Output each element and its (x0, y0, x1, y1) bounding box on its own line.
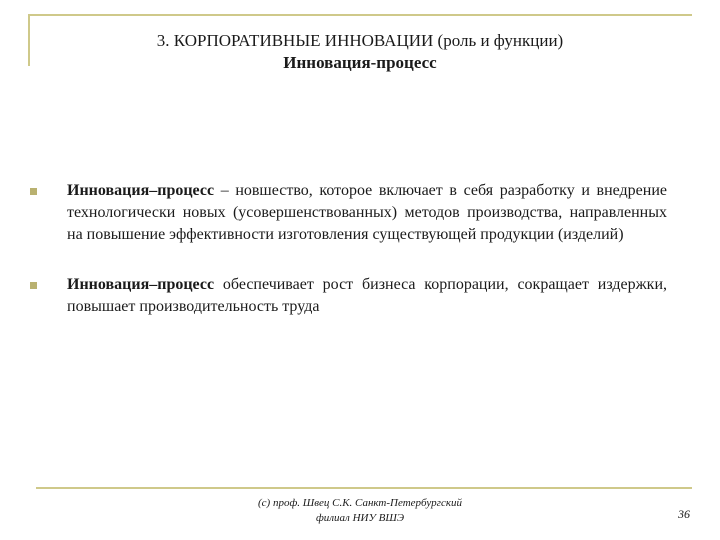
footer-line (36, 487, 692, 489)
bullet-term: Инновация–процесс (67, 276, 215, 293)
bullet-item (30, 180, 670, 246)
slide-content (30, 180, 670, 346)
square-bullet-icon (30, 282, 37, 289)
slide-title-block (40, 30, 680, 74)
bullet-term: Инновация–процесс (67, 182, 215, 199)
frame-horizontal-line (28, 14, 692, 16)
page-number: 36 (678, 507, 690, 521)
footer-credit (230, 496, 490, 526)
bullet-description: обеспечивает рост бизнеса корпорации, сокращает издержки, повышает производительность труда (67, 276, 667, 315)
bullet-description: – новшество, которое включает в себя разработку и внедрение технологически новых (усовершенствованных) методов производства, направленных на повышение эффективности изготовления существующей продукции (изделий) (67, 182, 667, 243)
square-bullet-icon (30, 188, 37, 195)
bullet-item (30, 274, 670, 318)
bullet-text (67, 180, 667, 246)
slide-subtitle: Инновация-процесс (283, 53, 437, 72)
frame-vertical-line (28, 14, 30, 66)
footer-credit-line2: филиал НИУ ВШЭ (315, 512, 405, 524)
footer-credit-line1: (c) проф. Швец С.К. Санкт-Петербургский (258, 497, 462, 509)
slide-title: 3. КОРПОРАТИВНЫЕ ИННОВАЦИИ (роль и функции) (156, 31, 564, 50)
bullet-text (67, 274, 667, 318)
